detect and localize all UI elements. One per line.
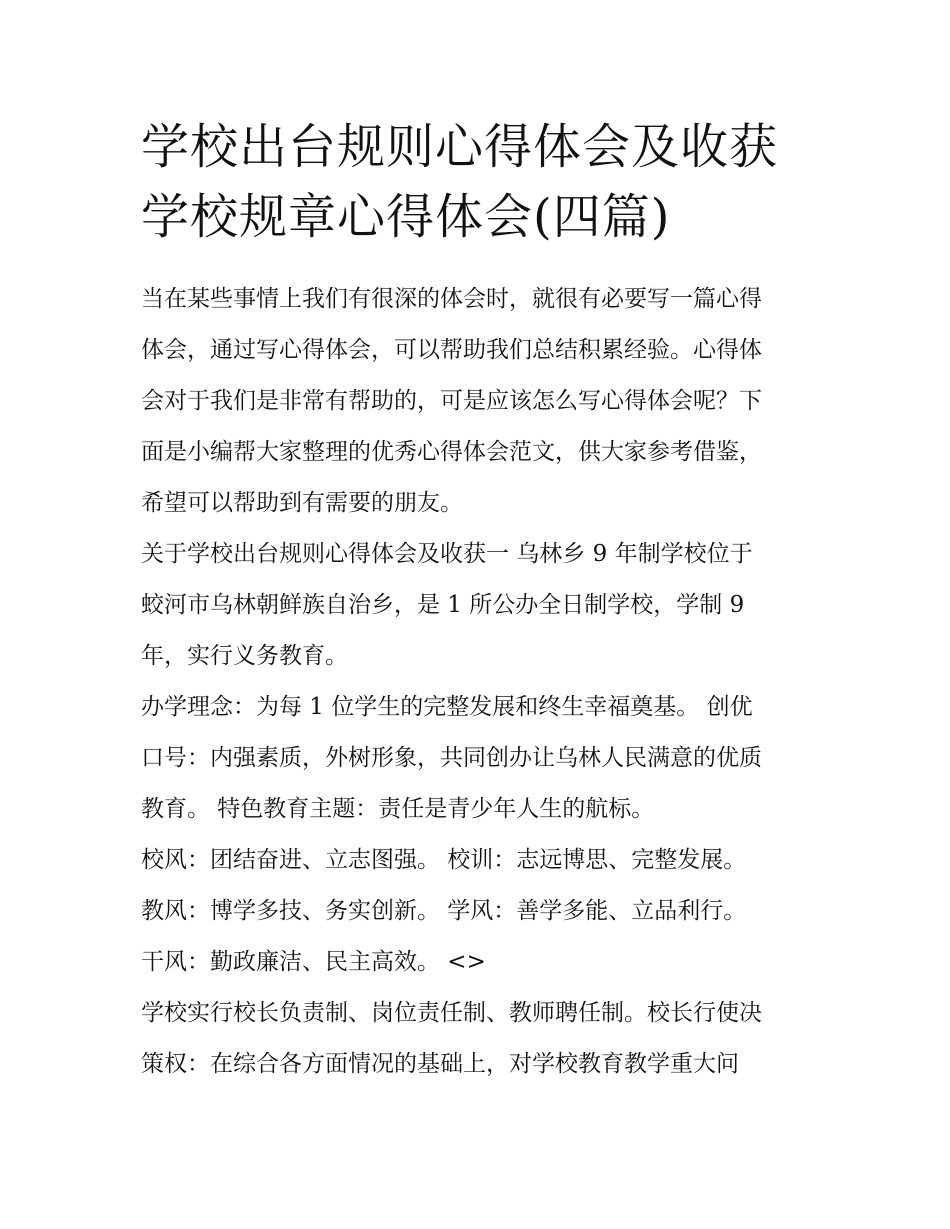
text-line: 教育。 特色教育主题：责任是青少年人生的航标。 <box>141 796 655 822</box>
title-line-1: 学校出台规则心得体会及收获 <box>141 119 779 175</box>
text-line: 面是小编帮大家整理的优秀心得体会范文，供大家参考借鉴， <box>141 439 762 465</box>
text-line: 当在某些事情上我们有很深的体会时，就很有必要写一篇心得 <box>141 286 762 312</box>
paragraph-intro <box>141 274 821 529</box>
text-line: 学校实行校长负责制、岗位责任制、教师聘任制。校长行使决 <box>141 1000 762 1026</box>
title-line-2: 学校规章心得体会(四篇) <box>141 189 671 245</box>
text-line: 关于学校出台规则心得体会及收获一 乌林乡 9 年制学校位于 <box>141 541 753 567</box>
text-line: 办学理念：为每 1 位学生的完整发展和终生幸福奠基。 创优 <box>141 694 753 720</box>
paragraph-teaching-style <box>141 886 821 937</box>
text-line: 希望可以帮助到有需要的朋友。 <box>141 490 463 516</box>
text-line: 教风：博学多技、务实创新。 学风：善学多能、立品利行。 <box>141 898 747 924</box>
document-title <box>141 112 821 252</box>
text-line: 年，实行义务教育。 <box>141 643 348 669</box>
document-page <box>141 112 821 1090</box>
document-body <box>141 274 821 1090</box>
text-line: 蛟河市乌林朝鲜族自治乡，是 1 所公办全日制学校，学制 9 <box>141 592 745 618</box>
paragraph-school-spirit <box>141 835 821 886</box>
paragraph-management <box>141 988 821 1090</box>
text-line: 干风：勤政廉洁、民主高效。 <> <box>141 949 486 975</box>
paragraph-philosophy <box>141 682 821 835</box>
text-line: 体会，通过写心得体会，可以帮助我们总结积累经验。心得体 <box>141 337 762 363</box>
text-line: 策权：在综合各方面情况的基础上，对学校教育教学重大问 <box>141 1051 739 1077</box>
text-line: 口号：内强素质，外树形象，共同创办让乌林人民满意的优质 <box>141 745 762 771</box>
text-line: 会对于我们是非常有帮助的，可是应该怎么写心得体会呢？下 <box>141 388 762 414</box>
text-line: 校风：团结奋进、立志图强。 校训：志远博思、完整发展。 <box>141 847 747 873</box>
paragraph-work-style <box>141 937 821 988</box>
paragraph-school-intro <box>141 529 821 682</box>
